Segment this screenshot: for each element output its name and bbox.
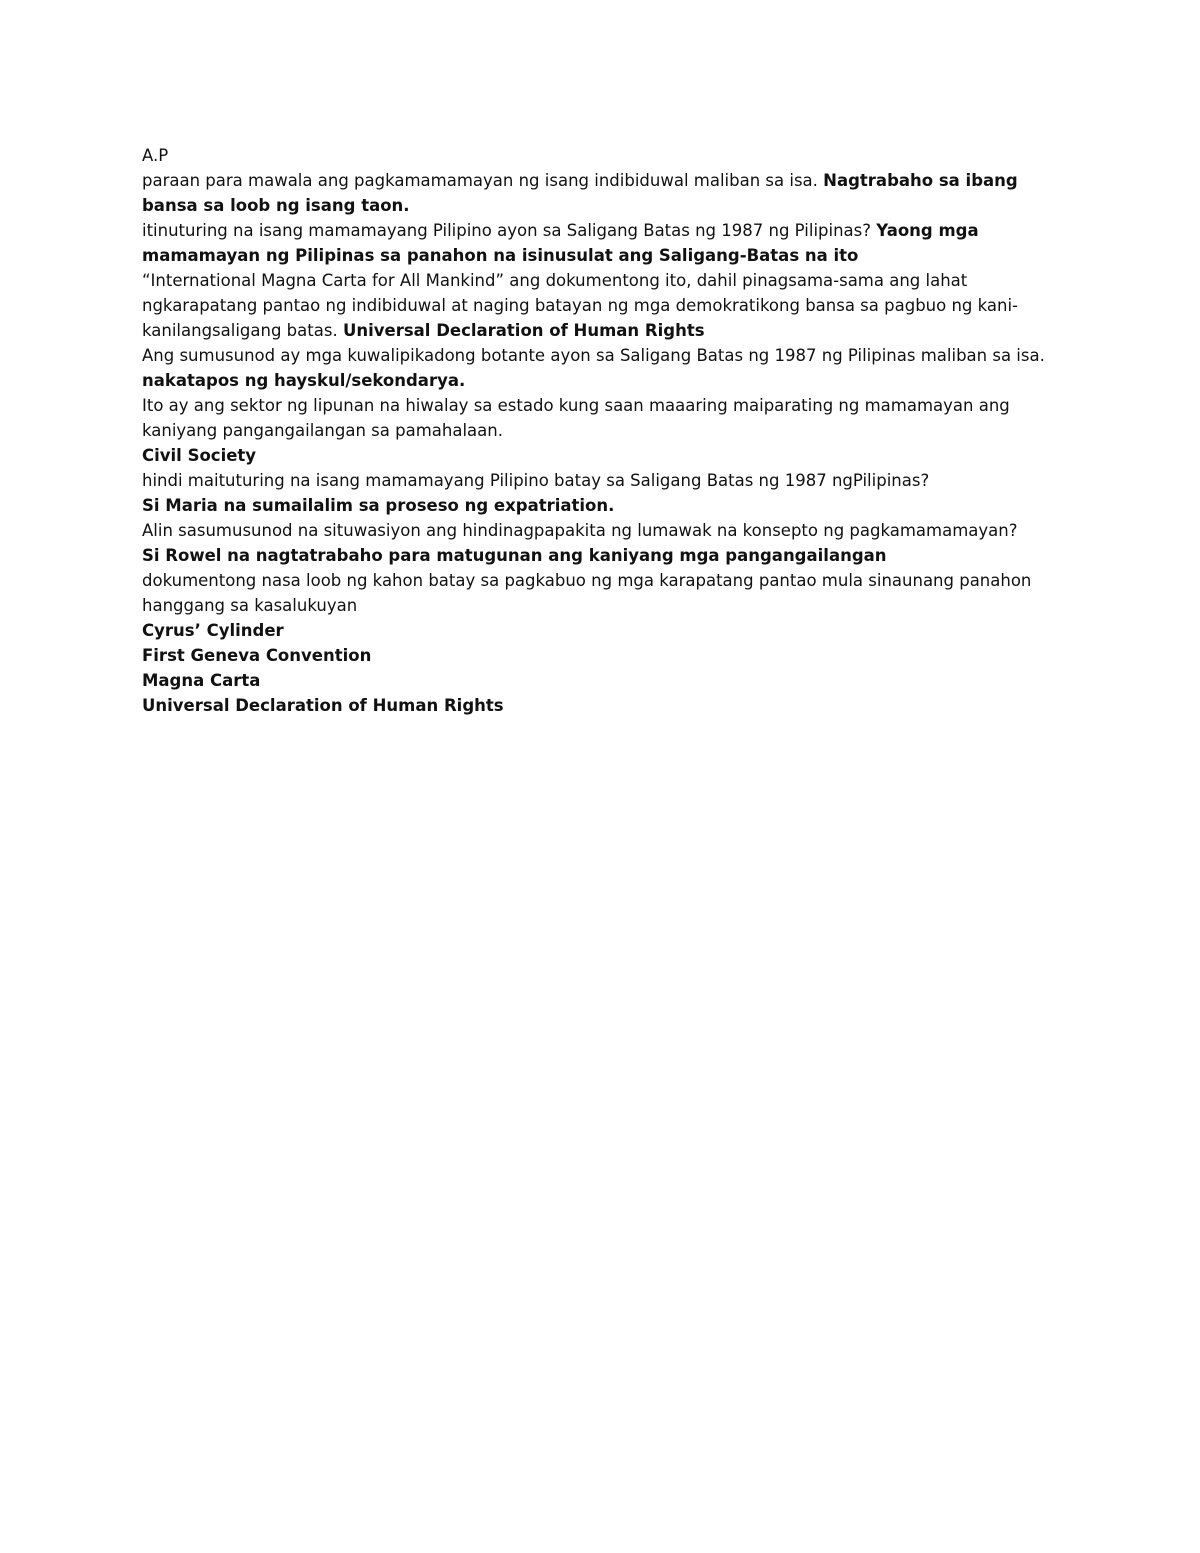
question-5-text: Ito ay ang sektor ng lipunan na hiwalay sa estado kung saan maaaring maiparating ng mamamayan ang kaniyang pangangailangan sa pamahalaan.: [142, 396, 1010, 440]
question-7: [142, 518, 1052, 543]
question-2: [142, 218, 1052, 268]
question-1-text: paraan para mawala ang pagkamamamayan ng isang indibiduwal maliban sa isa.: [142, 171, 818, 190]
question-2-text: itinuturing na isang mamamayang Pilipino ayon sa Saligang Batas ng 1987 ng Pilipinas?: [142, 221, 872, 240]
question-6: [142, 468, 1052, 493]
question-3: [142, 268, 1052, 343]
question-8-answer-2: First Geneva Convention: [142, 646, 372, 665]
question-6-answer: Si Maria na sumailalim sa proseso ng expatriation.: [142, 496, 615, 515]
question-1-answer: Nagtrabaho sa ibang bansa sa loob ng isang taon.: [142, 171, 1018, 215]
question-1: [142, 168, 1052, 218]
question-7-text: Alin sasumusunod na situwasiyon ang hindinagpapakita ng lumawak na konsepto ng pagkamamamayan?: [142, 521, 1018, 540]
question-3-text: “International Magna Carta for All Mankind” ang dokumentong ito, dahil pinagsama-sama ang lahat ngkarapatang pantao ng indibiduwal at naging batayan ng mga demokratikong bansa sa pagbuo ng kani-kanilangsaligang batas.: [142, 271, 1019, 340]
question-4: [142, 343, 1052, 368]
question-4-text: Ang sumusunod ay mga kuwalipikadong botante ayon sa Saligang Batas ng 1987 ng Pilipinas maliban sa isa.: [142, 346, 1045, 365]
question-8: [142, 568, 1052, 618]
document-page: [142, 143, 1052, 718]
document-heading: A.P: [142, 146, 169, 165]
question-8-text: dokumentong nasa loob ng kahon batay sa pagkabuo ng mga karapatang pantao mula sinaunang panahon hanggang sa kasalukuyan: [142, 571, 1032, 615]
question-7-answer: Si Rowel na nagtatrabaho para matugunan ang kaniyang mga pangangailangan: [142, 546, 887, 565]
question-3-answer: Universal Declaration of Human Rights: [342, 321, 705, 340]
question-5-answer: Civil Society: [142, 446, 257, 465]
question-2-answer: Yaong mga mamamayan ng Pilipinas sa panahon na isinusulat ang Saligang-Batas na ito: [142, 221, 979, 265]
question-4-answer: nakatapos ng hayskul/sekondarya.: [142, 371, 466, 390]
question-6-text: hindi maituturing na isang mamamayang Pilipino batay sa Saligang Batas ng 1987 ngPilipinas?: [142, 471, 930, 490]
question-8-answer-4: Universal Declaration of Human Rights: [142, 696, 504, 715]
question-5: [142, 393, 1052, 443]
question-8-answer-1: Cyrus’ Cylinder: [142, 621, 284, 640]
question-8-answer-3: Magna Carta: [142, 671, 261, 690]
